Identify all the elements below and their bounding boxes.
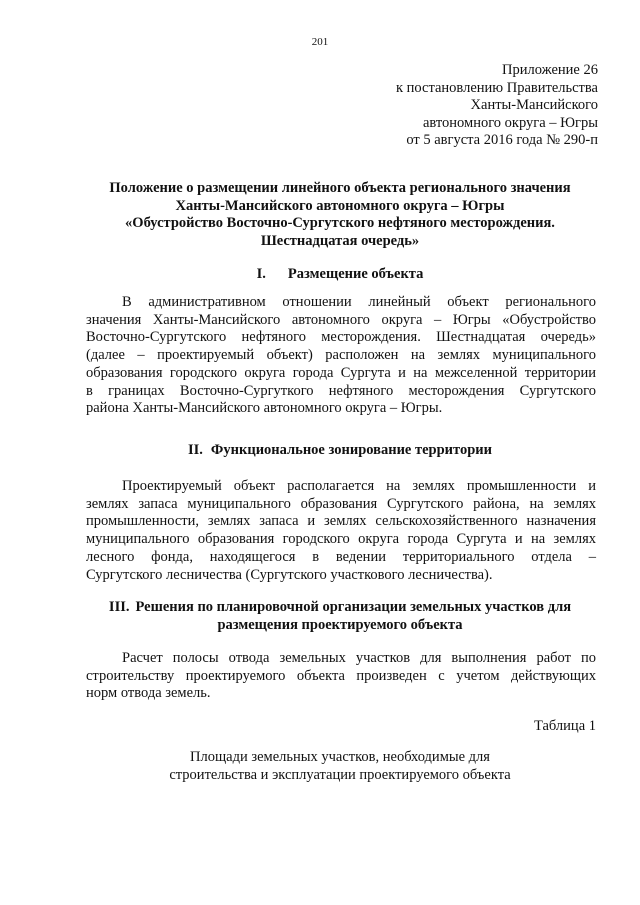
- section-title: Размещение объекта: [287, 266, 424, 282]
- appendix-line: к постановлению Правительства: [396, 79, 598, 96]
- paragraph-line: землях запаса муниципального образования Сургутского района, на землях: [86, 495, 596, 512]
- section-title-line: размещения проектируемого объекта: [217, 616, 463, 633]
- section-heading-2: [60, 442, 620, 460]
- appendix-line: от 5 августа 2016 года № 290-п: [406, 132, 598, 148]
- paragraph-line: Проектируемый объект располагается на землях промышленности и: [122, 478, 596, 494]
- paragraph-line: норм отвода земель.: [86, 685, 211, 702]
- paragraph-line: района Ханты-Мансийского автономного округа – Югры.: [86, 400, 443, 417]
- paragraph-line: Восточно-Сургутского нефтяного месторождения. Шестнадцатая очередь»: [86, 329, 596, 346]
- section-heading-3: [60, 599, 620, 634]
- section-heading-1: [60, 266, 620, 284]
- document-title: [60, 180, 620, 250]
- section-paragraph-1: [86, 294, 596, 418]
- table-caption: [60, 748, 620, 784]
- paragraph-line: лесного фонда, находящегося в ведении территориального отдела –: [86, 548, 596, 565]
- section-paragraph-2: [86, 478, 596, 584]
- appendix-block: [396, 62, 598, 150]
- section-paragraph-3: [86, 650, 596, 703]
- section-title: Решения по планировочной организации земельных участков для: [135, 599, 572, 615]
- appendix-line: автономного округа – Югры: [422, 114, 598, 131]
- section-number: I.: [256, 266, 266, 282]
- appendix-line: Приложение 26: [502, 62, 598, 78]
- section-number: III.: [108, 599, 130, 615]
- paragraph-line: в границах Восточно-Сургуткого нефтяного месторождения Сургутского: [86, 382, 596, 399]
- paragraph-line: В административном отношении линейный объект регионального: [122, 294, 596, 310]
- paragraph-line: муниципального образования городского округа города Сургута и на землях: [86, 531, 596, 548]
- section-title: Функциональное зонирование территории: [210, 442, 492, 458]
- paragraph-line: значения Ханты-Мансийского автономного округа – Югры «Обустройство: [86, 311, 596, 328]
- title-line: Ханты-Мансийского автономного округа – Югры: [175, 197, 505, 214]
- caption-line: строительства и эксплуатации проектируемого объекта: [169, 767, 511, 783]
- caption-line: Площади земельных участков, необходимые для: [190, 749, 490, 765]
- paragraph-line: Расчет полосы отвода земельных участков для выполнения работ по: [122, 650, 596, 666]
- title-line: «Обустройство Восточно-Сургутского нефтяного месторождения.: [125, 215, 555, 231]
- paragraph-line: строительству проектируемого объекта произведен с учетом действующих: [86, 667, 596, 684]
- title-line: Положение о размещении линейного объекта регионального значения: [109, 180, 571, 196]
- paragraph-line: промышленности, землях запаса и землях сельскохозяйственного назначения: [86, 513, 596, 530]
- page-number: 201: [311, 36, 329, 48]
- appendix-line: Ханты-Мансийского: [470, 97, 598, 113]
- table-label: Таблица 1: [533, 718, 596, 734]
- paragraph-line: (далее – проектируемый объект) расположен на землях муниципального: [86, 347, 596, 364]
- paragraph-line: Сургутского лесничества (Сургутского участкового лесничества).: [86, 566, 493, 583]
- title-line: Шестнадцатая очередь»: [260, 232, 420, 249]
- paragraph-line: образования городского округа города Сургута и на межселенной территории: [86, 364, 596, 381]
- section-number: II.: [188, 442, 203, 458]
